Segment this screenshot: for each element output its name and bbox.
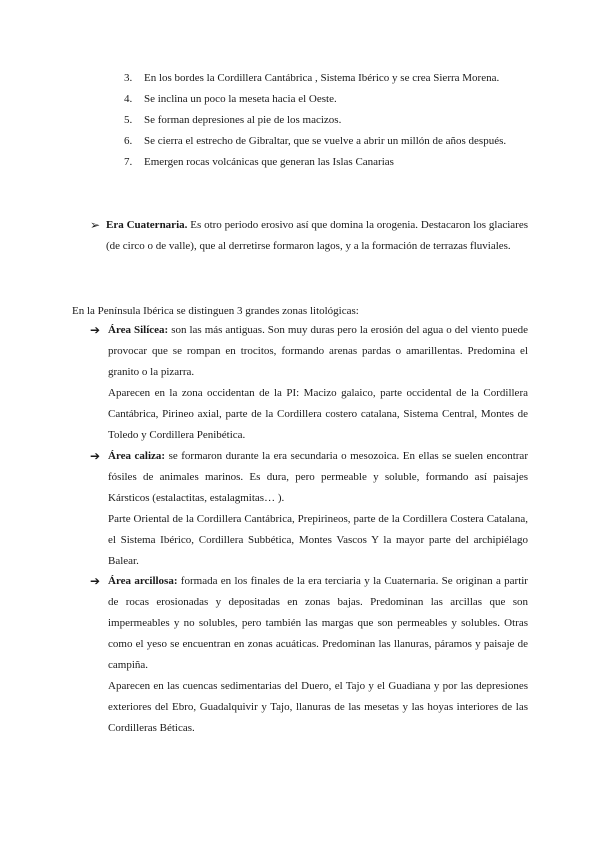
zone-location: Parte Oriental de la Cordillera Cantábrica, Prepirineos, parte de la Cordillera Costera Catalana, el Sistema Ibérico, Cordillera Subbética, Montes Vascos Y la mayor parte del archipiélago Balear. (108, 513, 528, 567)
list-item (124, 152, 528, 173)
zone-arcillosa-section (90, 571, 528, 739)
list-text: Se cierra el estrecho de Gibraltar, que se vuelve a abrir un millón de años después. (144, 135, 507, 147)
zone-title: Área caliza: (108, 450, 166, 462)
list-number: 7. (124, 156, 133, 168)
zone-caliza-section (90, 446, 528, 572)
zone-description (108, 320, 528, 383)
era-cuaternaria-title: Era Cuaternaria. (106, 219, 188, 231)
list-text: Se inclina un poco la meseta hacia el Oeste. (144, 93, 337, 105)
zone-title: Área Silícea: (108, 324, 169, 336)
list-text: En los bordes la Cordillera Cantábrica , Sistema Ibérico y se crea Sierra Morena. (144, 72, 500, 84)
list-item (124, 68, 528, 89)
zone-title: Área arcillosa: (108, 575, 178, 587)
zone-text: formada en los finales de la era terciaria y la Cuaternaria. Se originan a partir de rocas erosionadas y depositadas en zonas bajas. Predominan las arcillas que son impermeables y no solubles, pero también las margas que son permeables y solubles. Otras como el yeso se encuentran en zonas acuáticas. Predominan las llanuras, páramos y paisaje de campiña. (108, 575, 528, 671)
era-cuaternaria-paragraph (90, 215, 528, 257)
zone-description (108, 446, 528, 509)
zone-silicea-section (90, 320, 528, 446)
zone-text: son las más antiguas. Son muy duras pero la erosión del agua o del viento puede provocar que se rompan en trocitos, formando arenas pardas o amarillentas. Predomina el granito o la pizarra. (108, 324, 528, 378)
era-cuaternaria-section (90, 215, 528, 257)
zone-location: Aparecen en las cuencas sedimentarias del Duero, el Tajo y el Guadiana y por las depresiones exteriores del Ebro, Guadalquivir y Tajo, llanuras de las mesetas y las hoyas interiores de las Cordilleras Béticas. (108, 680, 528, 734)
list-text: Emergen rocas volcánicas que generan las Islas Canarias (144, 156, 394, 168)
zone-description (108, 571, 528, 676)
era-cuaternaria-text: Es otro periodo erosivo así que domina la orogenia. Destacaron los glaciares (de circo o de valle), que al derretirse formaron lagos, y a la formación de terrazas fluviales. (106, 219, 528, 252)
arrowhead-bullet-icon: ➢ (90, 218, 101, 232)
list-item (124, 89, 528, 110)
list-number: 4. (124, 93, 133, 105)
list-number: 6. (124, 135, 133, 147)
intro-paragraph: En la Península Ibérica se distinguen 3 grandes zonas litológicas: (72, 305, 359, 317)
zone-location: Aparecen en la zona occidentan de la PI: Macizo galaico, parte occidental de la Cordillera Cantábrica, Pirineo axial, parte de la Cordillera costero catalana, Sistema Central, Montes de Toledo y Cordillera Penibética. (108, 387, 528, 441)
list-item (124, 131, 528, 152)
arrow-bullet-icon: ➔ (90, 574, 101, 588)
list-number: 3. (124, 72, 133, 84)
arrow-bullet-icon: ➔ (90, 449, 101, 463)
list-text: Se forman depresiones al pie de los macizos. (144, 114, 342, 126)
list-number: 5. (124, 114, 133, 126)
arrow-bullet-icon: ➔ (90, 323, 101, 337)
numbered-list (124, 68, 528, 173)
zone-text: se formaron durante la era secundaria o mesozoica. En ellas se suelen encontrar fósiles de animales marinos. Es dura, pero permeable y soluble, formando así paisajes Kársticos (estalactitas, estalagmitas… ). (108, 450, 528, 504)
list-item (124, 110, 528, 131)
